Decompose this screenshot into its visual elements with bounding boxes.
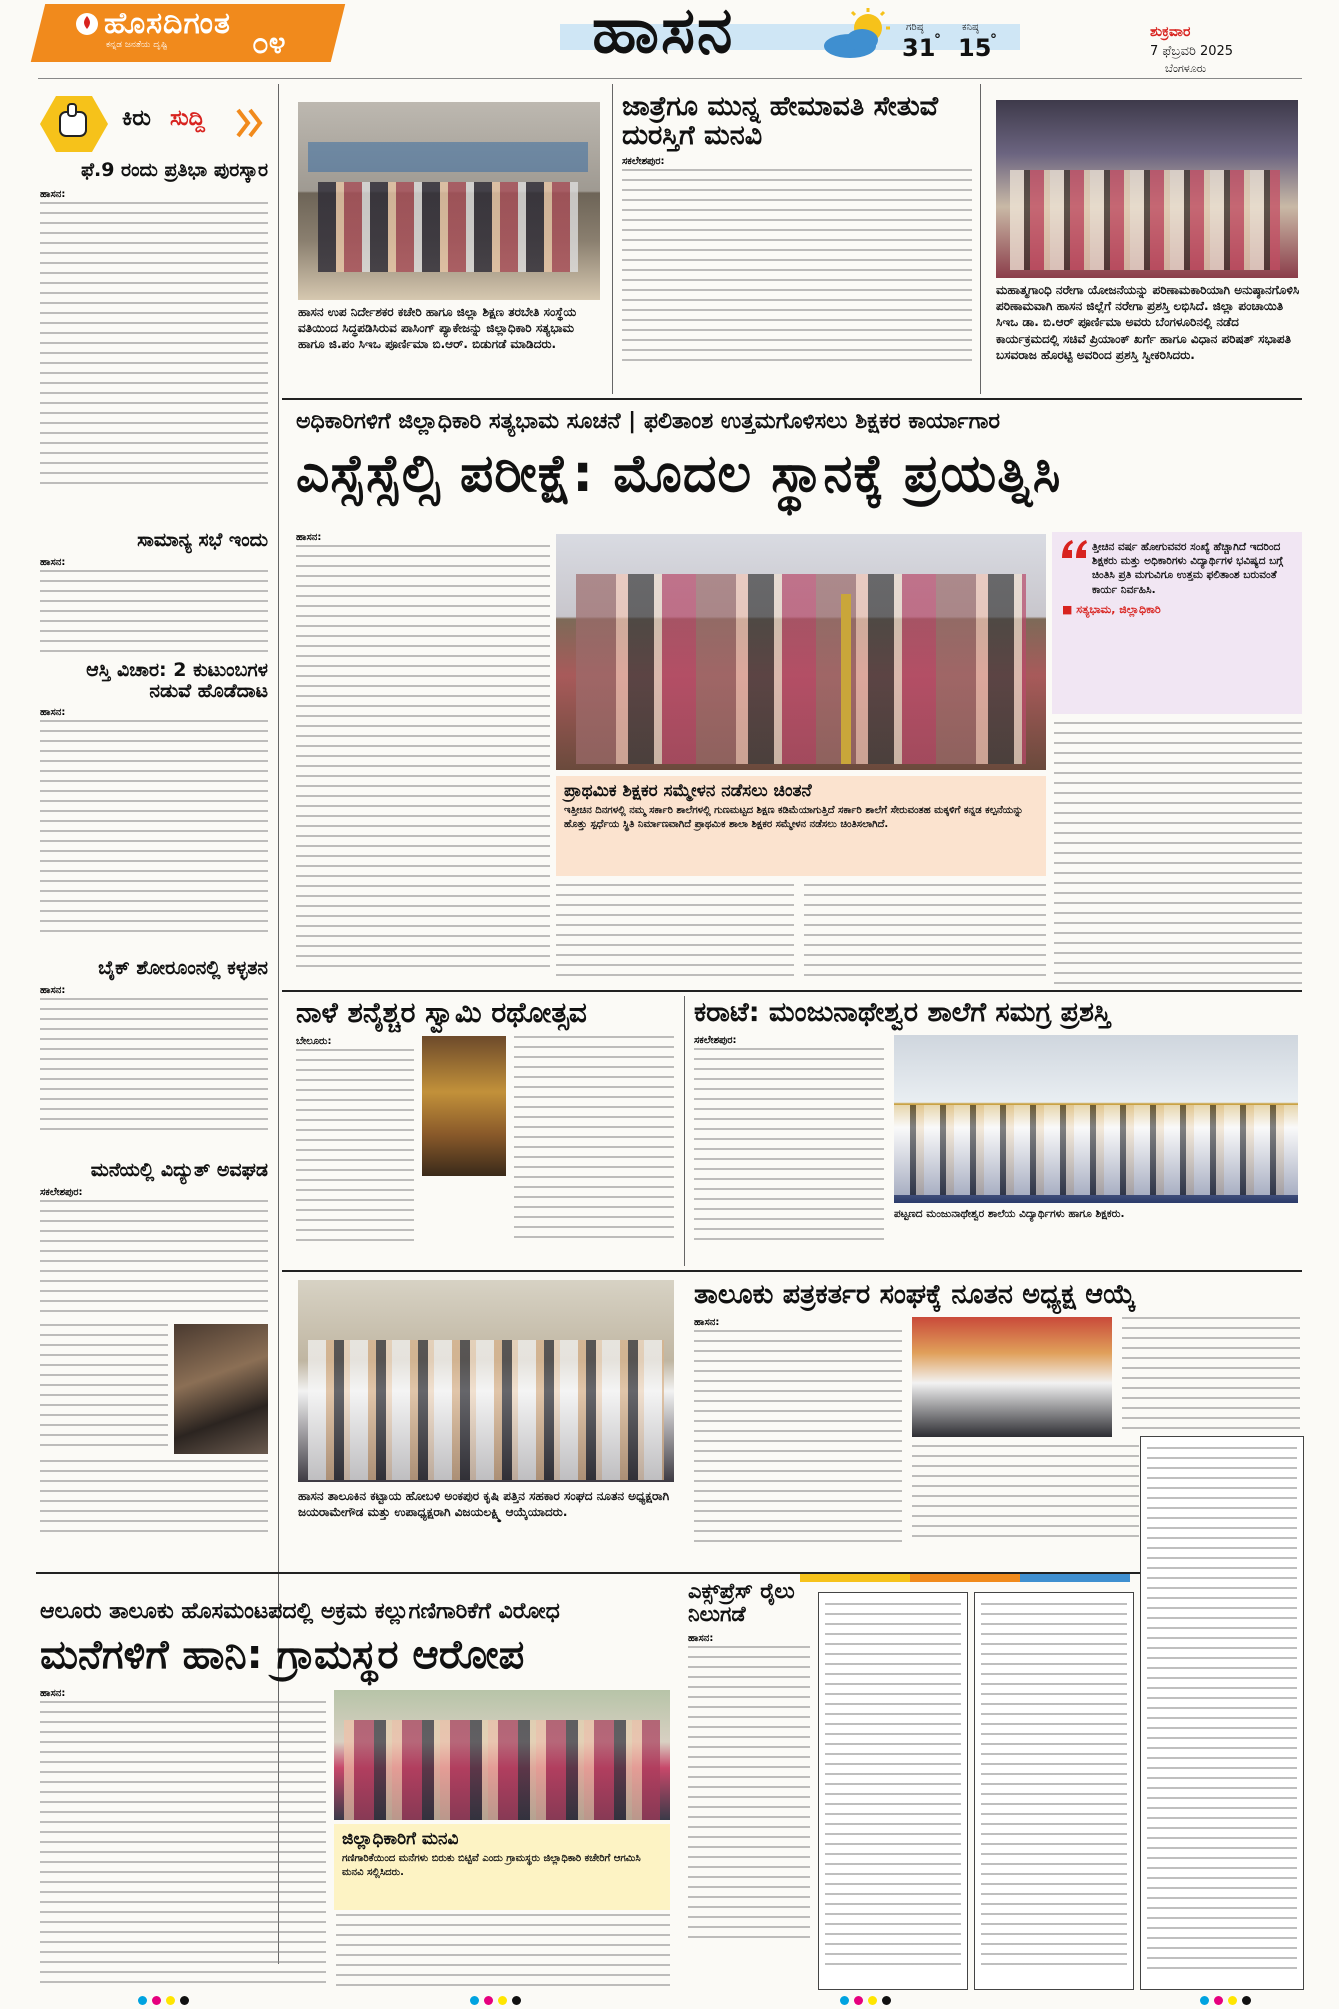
brief-lead: ಹಾಸನ:	[40, 556, 66, 568]
lead-body-col1	[296, 532, 550, 982]
hand-hexagon-icon	[38, 94, 110, 154]
photo-passing-package	[298, 102, 600, 300]
photo-cooperative-society	[298, 1280, 674, 1482]
brief-lead: ಹಾಸನ:	[40, 984, 66, 996]
brief-title: ಸಾಮಾನ್ಯ ಸಭೆ ಇಂದು	[137, 529, 268, 551]
edition-title: ಹಾಸನ	[592, 0, 735, 68]
lead-quote-box	[1052, 532, 1302, 714]
photo-caption-title: ಜಿಲ್ಲಾಧಿಕಾರಿಗೆ ಮನವಿ	[342, 1829, 459, 1849]
story-lead: ಹಾಸನ:	[40, 1688, 66, 1699]
quote-text: ತ್ತೀಚಿನ ವರ್ಷ ಹೋಗುವವರ ಸಂಖ್ಯೆ ಹೆಚ್ಚಾಗಿದೆ ಇದರಿಂದ ಶಿಕ್ಷಕರು ಮತ್ತು ಅಧಿಕಾರಿಗಳು ವಿದ್ಯಾರ್ಥಿಗಳ ಭವಿಷ್ಯದ ಬಗ್ಗೆ ಚಿಂತಿಸಿ ಪ್ರತಿ ಮಗುವಿಗೂ ಉತ್ತಮ ಫಲಿತಾಂಶ ಬರುವಂತೆ ಕಾರ್ಯ ನಿರ್ವಹಿಸಿ.	[1092, 541, 1283, 596]
brief-title: ಮನೆಯಲ್ಲಿ ವಿದ್ಯುತ್ ಅವಘಡ	[90, 1159, 268, 1181]
quote-attribution: ■ ಸತ್ಯಭಾಮ, ಜಿಲ್ಲಾಧಿಕಾರಿ	[1062, 602, 1161, 616]
notice-1	[818, 1592, 968, 1990]
lead-photo-lamp	[556, 534, 1046, 770]
bottom-kicker: ಆಲೂರು ತಾಲೂಕು ಹೊಸಮಂಟಪದಲ್ಲಿ ಅಕ್ರಮ ಕಲ್ಲುಗಣಿಗಾರಿಕೆಗೆ ವಿರೋಧ	[40, 1599, 560, 1624]
shani-story	[296, 998, 676, 1264]
photo-caption: ಗಣಿಗಾರಿಕೆಯಿಂದ ಮನೆಗಳು ಬಿರುಕು ಬಿಟ್ಟಿವೆ ಎಂದು ಗ್ರಾಮಸ್ಥರು ಜಿಲ್ಲಾಧಿಕಾರಿ ಕಚೇರಿಗೆ ಆಗಮಿಸಿ ಮನವಿ ಸಲ್ಲಿಸಿದರು.	[342, 1853, 641, 1878]
suddi-label: ಸುದ್ದಿ	[170, 106, 205, 131]
chevrons-icon	[236, 108, 266, 138]
brief-lead: ಸಕಲೇಶಪುರ:	[40, 1186, 83, 1198]
photo-caption: ಹಾಸನ ತಾಲೂಕಿನ ಕಟ್ಟಾಯ ಹೋಬಳಿ ಅಂಕಪುರ ಕೃಷಿ ಪತ್ತಿನ ಸಹಕಾರ ಸಂಘದ ನೂತನ ಅಧ್ಯಕ್ಷರಾಗಿ ಜಯರಾಮೇಗೌಡ ಮತ್ತು ಉಪಾಧ್ಯಕ್ಷರಾಗಿ ವಿಜಯಲಕ್ಷ್ಮಿ ಆಯ್ಕೆಯಾದರು.	[298, 1489, 670, 1520]
fire-damage-photo	[174, 1324, 268, 1454]
bridge-story	[622, 92, 972, 392]
photo-caption: ಇತ್ತೀಚಿನ ದಿನಗಳಲ್ಲಿ ನಮ್ಮ ಸರ್ಕಾರಿ ಶಾಲೆಗಳಲ್ಲಿ ಗುಣಮಟ್ಟದ ಶಿಕ್ಷಣ ಕಡಿಮೆಯಾಗುತ್ತಿದೆ ಸರ್ಕಾರಿ ಶಾಲೆಗೆ ಸೇರುವಂತಹ ಮಕ್ಕಳಿಗೆ ಕನ್ನಡ ಕಲ್ಪನೆಯನ್ನು ಹೊತ್ತು ಸ್ಪರ್ಧೆಯ ಸ್ಥಿತಿ ನಿರ್ಮಾಣವಾಗಿದೆ ಪ್ರಾಥಮಿಕ ಶಾಲಾ ಶಿಕ್ಷಕರ ಸಮ್ಮೇಳನ ನಡೆಸಲು ಚಿಂತಿಸಲಾಗಿದೆ.	[564, 805, 1024, 830]
story-lead: ಸಕಲೇಶಪುರ:	[622, 156, 665, 168]
story-lead: ಸಕಲೇಶಪುರ:	[694, 1035, 737, 1047]
karate-photo	[894, 1035, 1298, 1203]
bottom-caption-box	[334, 1824, 670, 1910]
karate-story	[694, 998, 1302, 1264]
weather-icon	[820, 6, 896, 62]
bottom-headline: ಮನೆಗಳಿಗೆ ಹಾನಿ: ಗ್ರಾಮಸ್ಥರ ಆರೋಪ	[40, 1632, 525, 1678]
express-story	[688, 1580, 810, 1990]
lead-headline: ಎಸ್ಸೆಸ್ಸೆಲ್ಸಿ ಪರೀಕ್ಷೆ: ಮೊದಲ ಸ್ಥಾನಕ್ಕೆ ಪ್ರಯತ್ನಿಸಿ	[296, 444, 1062, 504]
weekday: ಶುಕ್ರವಾರ	[1150, 24, 1191, 40]
brief-lead: ಹಾಸನ:	[40, 188, 66, 200]
story-title: ಕರಾಟೆ: ಮಂಜುನಾಥೇಶ್ವರ ಶಾಲೆಗೆ ಸಮಗ್ರ ಪ್ರಶಸ್ತಿ	[694, 997, 1111, 1028]
lead-photo-caption-box	[556, 776, 1046, 876]
union-photo	[912, 1317, 1112, 1437]
bottom-photo	[334, 1690, 670, 1820]
max-temp: 31	[902, 34, 936, 62]
lead-kicker: ಅಧಿಕಾರಿಗಳಿಗೆ ಜಿಲ್ಲಾಧಿಕಾರಿ ಸತ್ಯಭಾಮ ಸೂಚನೆ | ಫಲಿತಾಂಶ ಉತ್ತಮಗೊಳಿಸಲು ಶಿಕ್ಷಕರ ಕಾರ್ಯಾಗಾರ	[296, 409, 1000, 434]
notice-2	[974, 1592, 1134, 1990]
masthead	[0, 0, 1339, 75]
photo-caption: ಹಾಸನ ಉಪ ನಿರ್ದೇಶಕರ ಕಚೇರಿ ಹಾಗೂ ಜಿಲ್ಲಾ ಶಿಕ್ಷಣ ತರಬೇತಿ ಸಂಸ್ಥೆಯ ವತಿಯಿಂದ ಸಿದ್ಧಪಡಿಸಿರುವ ಪಾಸಿಂಗ್ ಪ್ಯಾಕೇಜನ್ನು ಜಿಲ್ಲಾಧಿಕಾರಿ ಸತ್ಯಭಾಮ ಹಾಗೂ ಜಿ.ಪಂ ಸಿಇಒ ಪೂರ್ಣಿಮಾ ಬಿ.ಆರ್. ಬಿಡುಗಡೆ ಮಾಡಿದರು.	[298, 305, 577, 352]
brief-3	[40, 660, 268, 950]
brief-4	[40, 958, 268, 1158]
story-lead: ಹಾಸನ:	[694, 1317, 720, 1329]
quote-icon	[1060, 538, 1088, 560]
story-lead: ಬೇಲೂರು:	[296, 1036, 332, 1048]
registration-marks	[138, 1996, 189, 2005]
photo-caption: ಪಟ್ಟಣದ ಮಂಜುನಾಥೇಶ್ವರ ಶಾಲೆಯ ವಿದ್ಯಾರ್ಥಿಗಳು ಹಾಗೂ ಶಿಕ್ಷಕರು.	[894, 1208, 1125, 1221]
min-degree: °	[990, 32, 997, 48]
story-title: ಜಾತ್ರೆಗೂ ಮುನ್ನ ಹೇಮಾವತಿ ಸೇತುವೆ ದುರಸ್ತಿಗೆ ಮನವಿ	[622, 91, 939, 152]
brief-1	[40, 160, 268, 530]
photo-caption-title: ಪ್ರಾಥಮಿಕ ಶಿಕ್ಷಕರ ಸಮ್ಮೇಳನ ನಡೆಸಲು ಚಿಂತನೆ	[564, 781, 812, 801]
brief-title: ಫೆ.9 ರಂದು ಪ್ರತಿಭಾ ಪುರಸ್ಕಾರ	[81, 159, 268, 181]
lamp-logo-icon	[74, 12, 100, 36]
registration-marks	[1200, 1996, 1251, 2005]
kiru-label: ಕಿರು	[122, 106, 151, 131]
brief-5	[40, 1160, 268, 1570]
issue-date: 7 ಫೆಬ್ರವರಿ 2025	[1150, 44, 1234, 59]
city: ಬೆಂಗಳೂರು	[1165, 62, 1207, 75]
bottom-body	[40, 1688, 326, 1988]
photo-caption: ಮಹಾತ್ಮಗಾಂಧಿ ನರೇಗಾ ಯೋಜನೆಯನ್ನು ಪರಿಣಾಮಕಾರಿಯಾಗಿ ಅನುಷ್ಠಾನಗೊಳಿಸಿ ಪರಿಣಾಮವಾಗಿ ಹಾಸನ ಜಿಲ್ಲೆಗೆ ನರೇಗಾ ಪ್ರಶಸ್ತಿ ಲಭಿಸಿದೆ. ಜಿಲ್ಲಾ ಪಂಚಾಯಿತಿ ಸಿಇಒ ಡಾ. ಬಿ.ಆರ್ ಪೂರ್ಣಿಮಾ ಅವರು ಬೆಂಗಳೂರಿನಲ್ಲಿ ನಡೆದ ಕಾರ್ಯಕ್ರಮದಲ್ಲಿ ಸಚಿವೆ ಪ್ರಿಯಾಂಕ್ ಖರ್ಗೆ ಹಾಗೂ ವಿಧಾನ ಪರಿಷತ್ ಸಭಾಪತಿ ಬಸವರಾಜ ಹೊರಟ್ಟಿ ಅವರಿಂದ ಪ್ರಶಸ್ತಿ ಸ್ವೀಕರಿಸಿದರು.	[996, 283, 1300, 362]
page-number: ೦೪	[252, 26, 286, 61]
story-title: ನಾಳೆ ಶನೈಶ್ಚರ ಸ್ವಾಮಿ ರಥೋತ್ಸವ	[296, 996, 587, 1029]
brief-lead: ಹಾಸನ:	[40, 707, 66, 719]
min-temp-label: ಕನಿಷ್ಠ	[962, 22, 979, 33]
notice-3	[1140, 1436, 1304, 1990]
story-title: ಎಕ್ಸ್‌ಪ್ರೆಸ್ ರೈಲು ನಿಲುಗಡೆ	[688, 1579, 795, 1626]
lead-lead: ಹಾಸನ:	[296, 532, 322, 543]
story-lead: ಹಾಸನ:	[688, 1633, 714, 1645]
story-title: ತಾಲೂಕು ಪತ್ರಕರ್ತರ ಸಂಘಕ್ಕೆ ನೂತನ ಅಧ್ಯಕ್ಷ ಆಯ್ಕೆ	[694, 1279, 1136, 1310]
registration-marks	[840, 1996, 891, 2005]
photo-narega-award	[996, 100, 1298, 278]
brief-title: ಬೈಕ್ ಶೋರೂಂನಲ್ಲಿ ಕಳ್ಳತನ	[98, 957, 268, 979]
min-temp: 15	[958, 34, 992, 62]
chariot-photo	[422, 1036, 506, 1176]
brand-name: ಹೊಸದಿಗಂತ	[104, 6, 231, 41]
color-strip	[800, 1574, 1130, 1582]
brief-2	[40, 530, 268, 670]
kirusuddi-banner	[38, 92, 268, 154]
max-temp-label: ಗರಿಷ್ಠ	[906, 22, 924, 33]
brand-tagline: ಕನ್ನಡ ಜನತೆಯ ದೃಷ್ಟಿ	[106, 40, 168, 50]
registration-marks	[470, 1996, 521, 2005]
brief-title: ಆಸ್ತಿ ವಿಚಾರ: 2 ಕುಟುಂಬಗಳ ನಡುವೆ ಹೊಡೆದಾಟ	[86, 659, 268, 702]
max-degree: °	[934, 32, 941, 48]
